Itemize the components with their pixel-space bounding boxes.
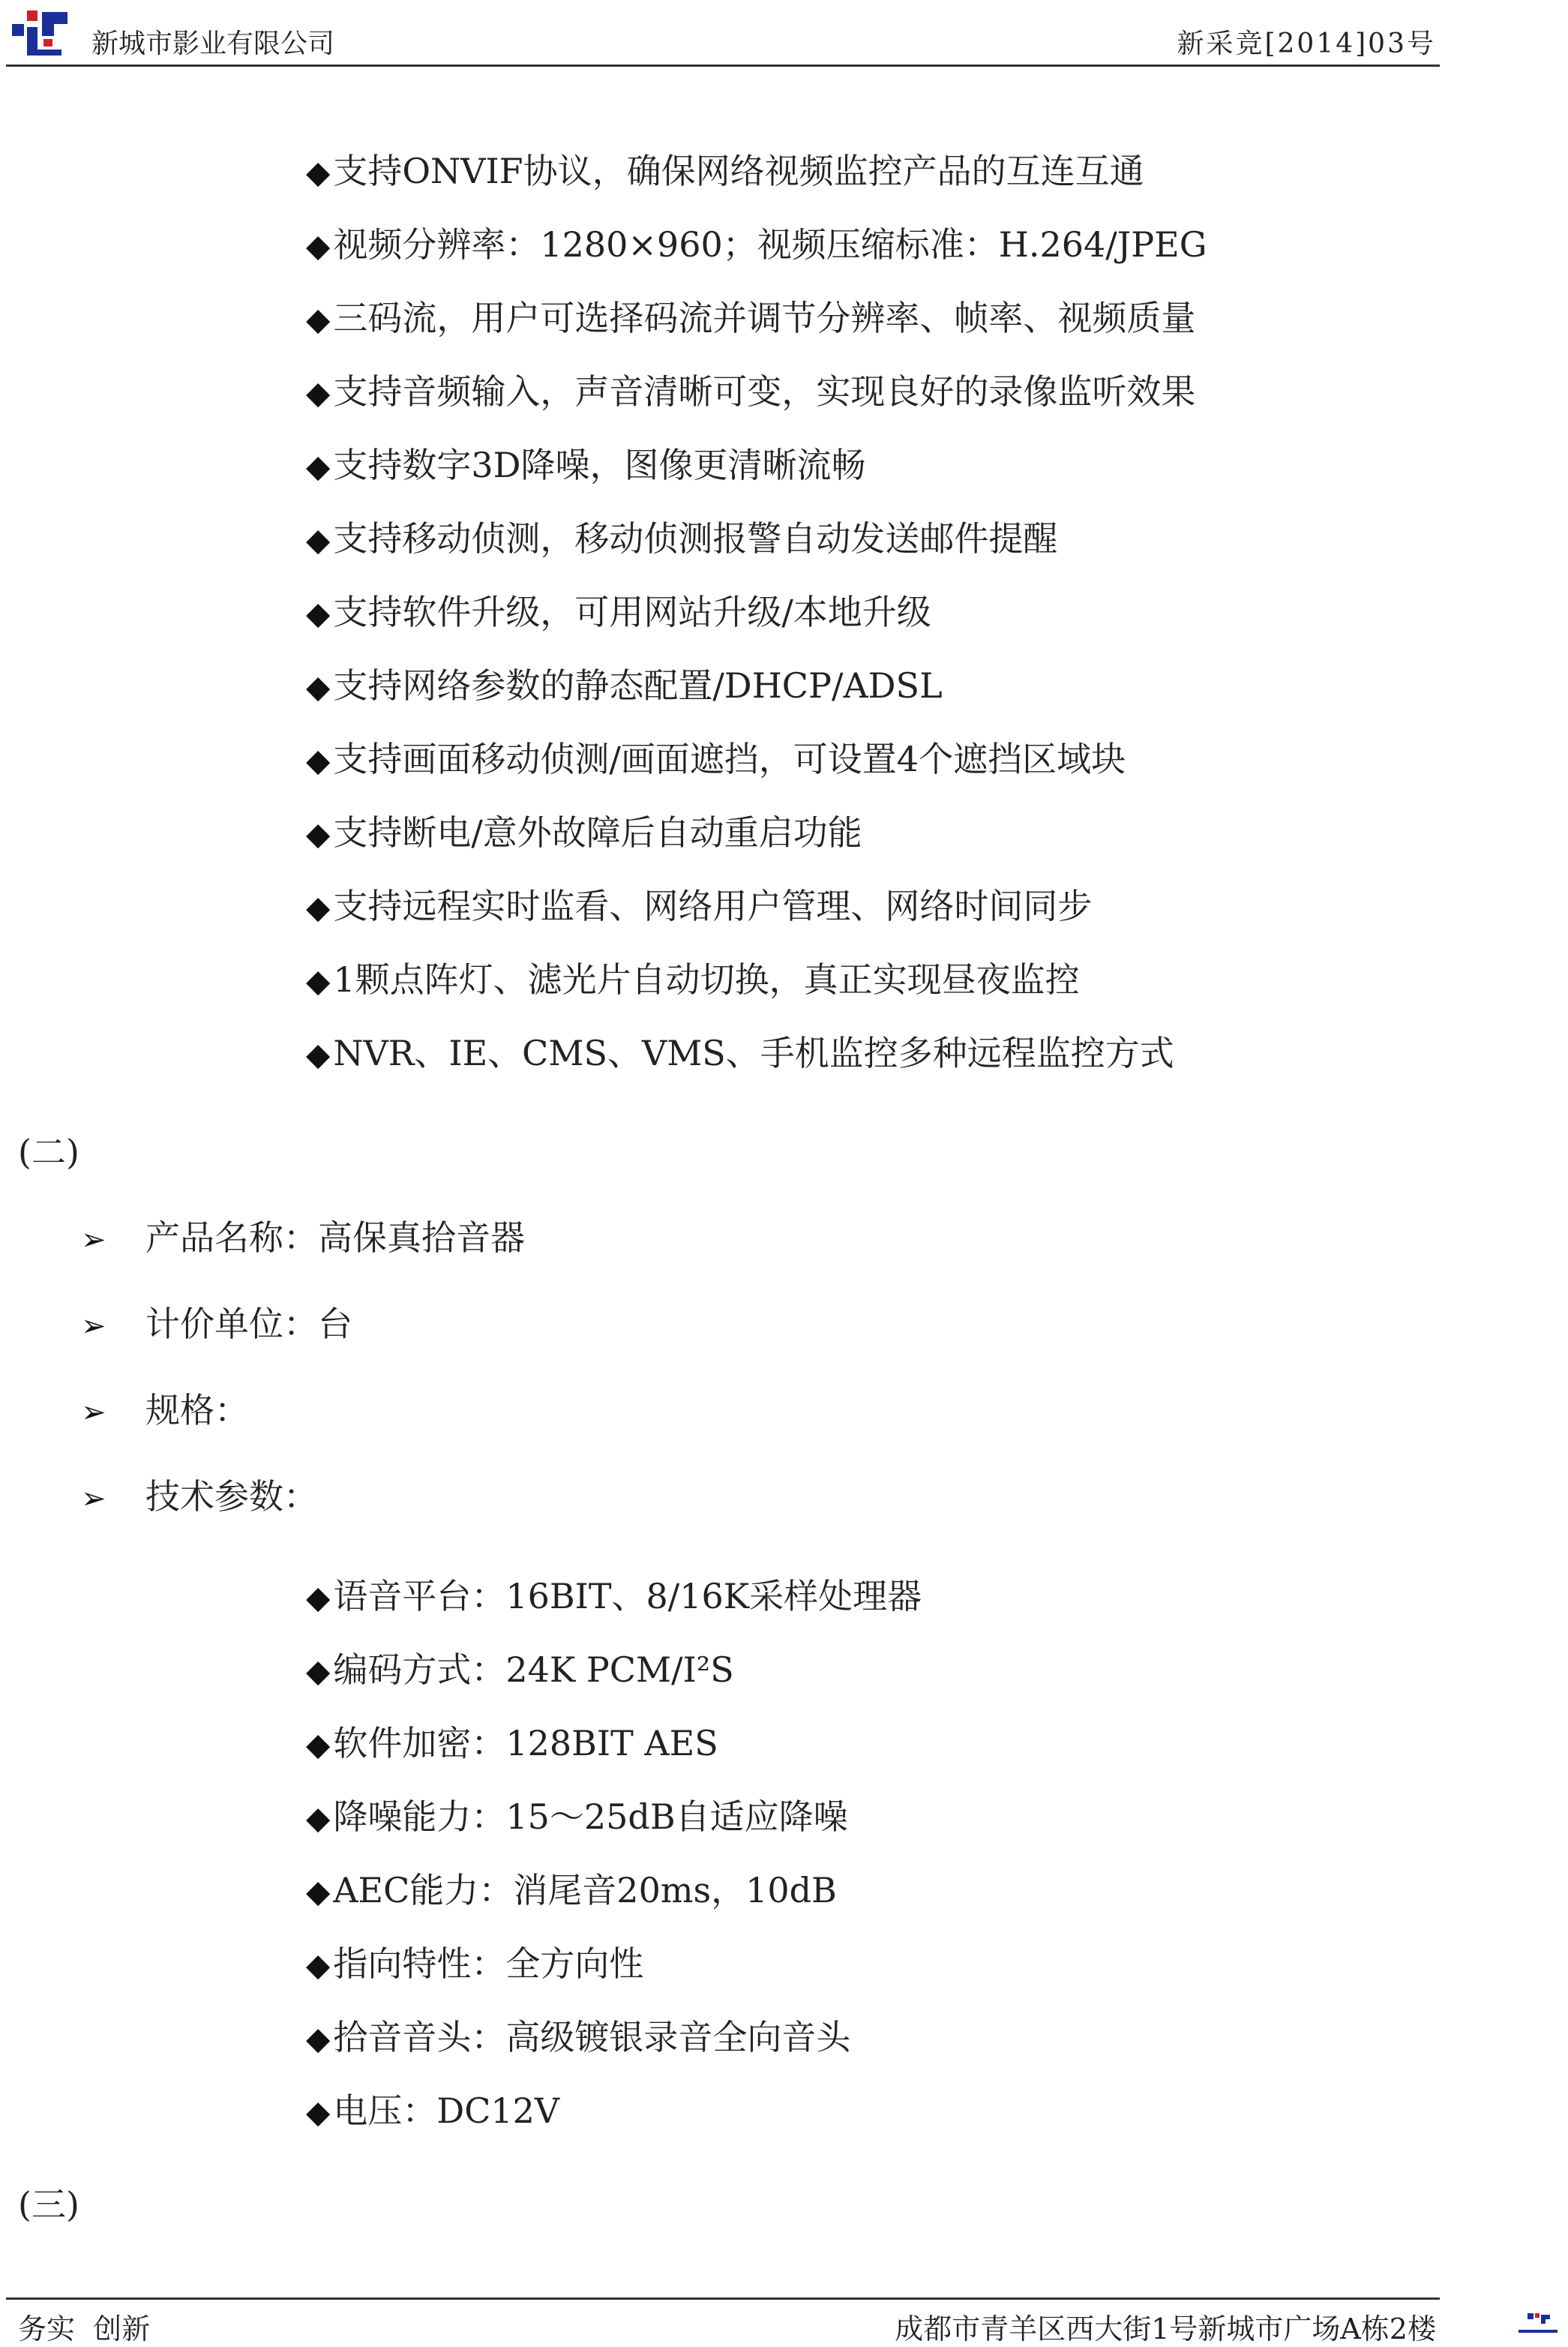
spec-text: 拾音音头：高级镀银录音全向音头: [333, 2017, 851, 2057]
arrow-bullet-icon: ➢: [81, 1395, 106, 1430]
spec-text: 视频分辨率：1280×960；视频压缩标准：H.264/JPEG: [333, 224, 1207, 265]
spec-text: 支持音频输入，声音清晰可变，实现良好的录像监听效果: [333, 371, 1196, 412]
arrow-bullet-icon: ➢: [81, 1223, 106, 1257]
logo-square-left: [12, 24, 24, 36]
spec-text: 软件加密：128BIT AES: [333, 1723, 718, 1763]
spec-item: [306, 1870, 837, 1910]
spec-text: NVR、IE、CMS、VMS、手机监控多种远程监控方式: [333, 1033, 1174, 1073]
section-heading-3: (三): [18, 2184, 79, 2225]
diamond-bullet-icon: ◆: [306, 2020, 331, 2057]
company-name: 新城市影业有限公司: [91, 29, 335, 59]
attribute-item: [81, 1390, 249, 1430]
spec-text: 支持网络参数的静态配置/DHCP/ADSL: [333, 665, 943, 706]
diamond-bullet-icon: ◆: [306, 1946, 331, 1983]
spec-text: 支持数字3D降噪，图像更清晰流畅: [333, 445, 866, 485]
diamond-bullet-icon: ◆: [306, 227, 331, 264]
attribute-item: [81, 1476, 318, 1517]
spec-item: [306, 151, 1144, 191]
spec-text: 编码方式：24K PCM/I²S: [333, 1649, 734, 1690]
spec-text: 降噪能力：15～25dB自适应降噪: [333, 1796, 848, 1837]
corner-logo-accent: [1535, 2313, 1540, 2318]
spec-item: [306, 2090, 560, 2131]
diamond-bullet-icon: ◆: [306, 448, 331, 485]
diamond-bullet-icon: ◆: [306, 1579, 331, 1616]
attribute-item: [81, 1304, 352, 1344]
corner-logo-shape: [1541, 2315, 1550, 2324]
section-heading-2: (二): [18, 1132, 79, 1172]
diamond-bullet-icon: ◆: [306, 301, 331, 338]
spec-text: 支持画面移动侦测/画面遮挡，可设置4个遮挡区域块: [333, 739, 1126, 779]
spec-item: [306, 2017, 851, 2057]
spec-text: 1颗点阵灯、滤光片自动切换，真正实现昼夜监控: [333, 959, 1080, 1000]
diamond-bullet-icon: ◆: [306, 742, 331, 779]
spec-text: 电压：DC12V: [333, 2090, 560, 2131]
document-number: 新采竞[2014]03号: [1177, 29, 1436, 59]
corner-logo-icon: [1514, 2310, 1562, 2339]
diamond-bullet-icon: ◆: [306, 1726, 331, 1763]
diamond-bullet-icon: ◆: [306, 2093, 331, 2130]
spec-text: 指向特性：全方向性: [333, 1943, 644, 1984]
diamond-bullet-icon: ◆: [306, 962, 331, 999]
spec-item: [306, 739, 1126, 779]
diamond-bullet-icon: ◆: [306, 374, 331, 411]
spec-text: 支持远程实时监看、网络用户管理、网络时间同步: [333, 886, 1093, 926]
spec-item: [306, 1033, 1174, 1073]
spec-text: AEC能力：消尾音20ms，10dB: [333, 1870, 837, 1910]
spec-item: [306, 665, 943, 706]
corner-logo-square: [1528, 2313, 1534, 2319]
diamond-bullet-icon: ◆: [306, 889, 331, 926]
diamond-bullet-icon: ◆: [306, 668, 331, 705]
logo-square-top: [27, 11, 37, 21]
diamond-bullet-icon: ◆: [306, 1799, 331, 1836]
company-logo: [7, 6, 72, 57]
spec-item: [306, 1649, 734, 1690]
logo-square-accent: [43, 39, 52, 47]
spec-item: [306, 224, 1207, 265]
diamond-bullet-icon: ◆: [306, 521, 331, 558]
spec-item: [306, 1723, 718, 1763]
footer-motto: 务实 创新: [18, 2312, 151, 2345]
diamond-bullet-icon: ◆: [306, 595, 331, 632]
spec-item: [306, 445, 866, 485]
attribute-item: [81, 1217, 525, 1258]
arrow-bullet-icon: ➢: [81, 1309, 106, 1343]
diamond-bullet-icon: ◆: [306, 154, 331, 191]
spec-text: 支持断电/意外故障后自动重启功能: [333, 812, 862, 853]
spec-item: [306, 886, 1093, 926]
spec-text: 支持ONVIF协议，确保网络视频监控产品的互连互通: [333, 151, 1144, 191]
spec-text: 支持软件升级，可用网站升级/本地升级: [333, 592, 931, 632]
diamond-bullet-icon: ◆: [306, 1652, 331, 1689]
corner-logo-bar: [1519, 2330, 1558, 2333]
arrow-bullet-icon: ➢: [81, 1481, 106, 1516]
attribute-text: 计价单位：台: [145, 1304, 352, 1344]
spec-item: [306, 959, 1080, 1000]
spec-item: [306, 1943, 644, 1984]
logo-shape-right: [42, 12, 67, 36]
attribute-text: 产品名称：高保真拾音器: [145, 1217, 525, 1258]
spec-item: [306, 371, 1196, 412]
spec-item: [306, 518, 1058, 559]
spec-text: 三码流，用户可选择码流并调节分辨率、帧率、视频质量: [333, 298, 1196, 338]
spec-item: [306, 1576, 922, 1616]
spec-item: [306, 1796, 848, 1837]
spec-item: [306, 812, 862, 853]
diamond-bullet-icon: ◆: [306, 815, 331, 852]
attribute-text: 规格：: [145, 1390, 249, 1430]
spec-item: [306, 592, 931, 632]
spec-item: [306, 298, 1196, 338]
diamond-bullet-icon: ◆: [306, 1036, 331, 1073]
attribute-text: 技术参数：: [145, 1476, 318, 1517]
diamond-bullet-icon: ◆: [306, 1873, 331, 1910]
spec-text: 支持移动侦测，移动侦测报警自动发送邮件提醒: [333, 518, 1058, 559]
footer-divider: [6, 2297, 1440, 2300]
spec-text: 语音平台：16BIT、8/16K采样处理器: [333, 1576, 922, 1616]
header-divider: [6, 65, 1440, 67]
footer-address: 成都市青羊区西大街1号新城市广场A栋2楼: [895, 2312, 1436, 2345]
